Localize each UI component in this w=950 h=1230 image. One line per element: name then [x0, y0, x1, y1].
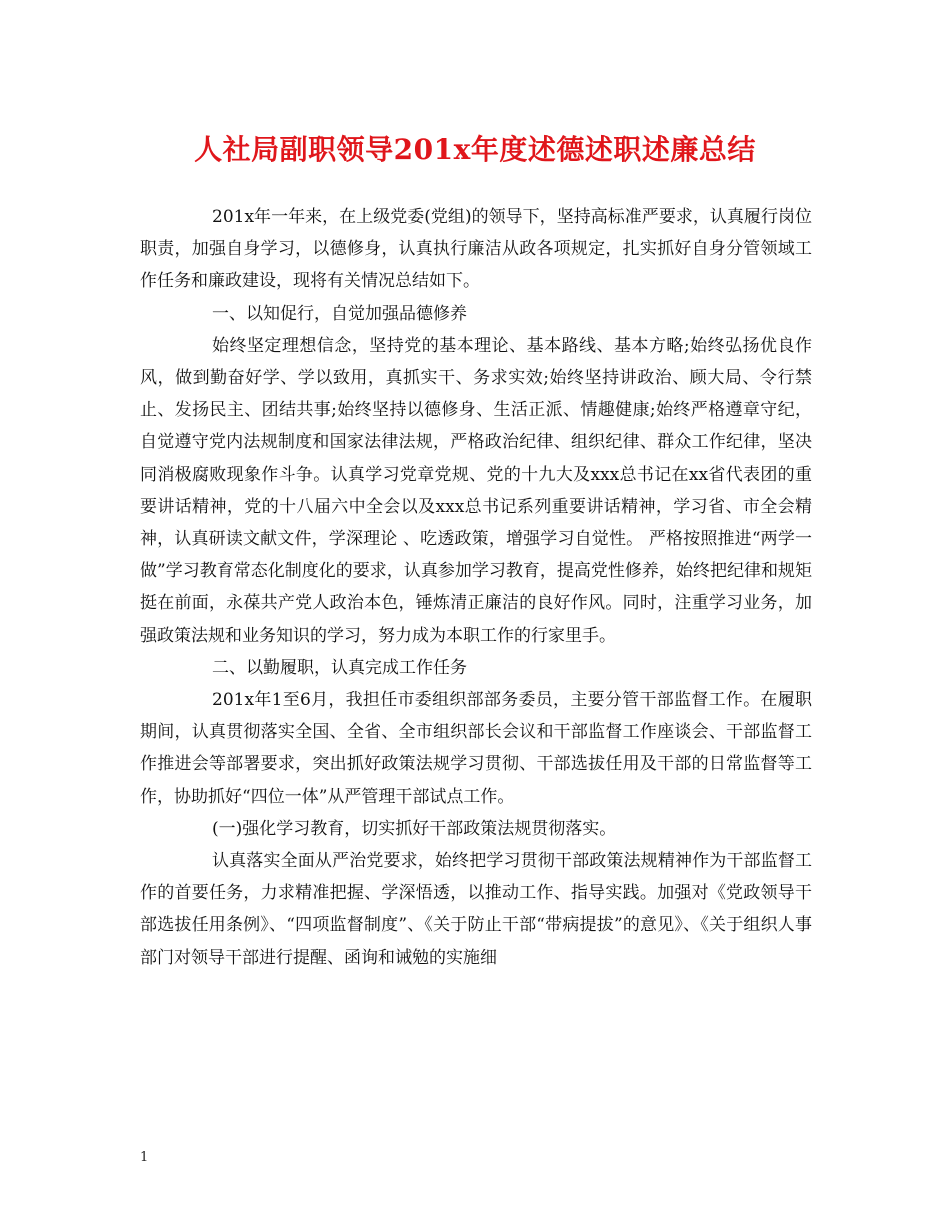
paragraph-section-1: 始终坚定理想信念，坚持党的基本理论、基本路线、基本方略;始终弘扬优良作风，做到勤奋好学、学以致用，真抓实干、务求实效;始终坚持讲政治、顾大局、令行禁止、发扬民主、团结共事;始终坚持以德修身、生活正派、情趣健康;始终严格遵章守纪，自觉遵守党内法规制度和国家法律法规，严格政治纪律、组织纪律、群众工作纪律，坚决同消极腐败现象作斗争。认真学习党章党规、党的十九大及xxx总书记在xx省代表团的重要讲话精神，党的十八届六中全会以及xxx总书记系列重要讲话精神，学习省、市全会精神，认真研读文献文件，学深理论 、吃透政策，增强学习自觉性。 严格按照推进“两学一做”学习教育常态化制度化的要求，认真参加学习教育，提高党性修养，始终把纪律和规矩挺在前面，永葆共产党人政治本色，锤炼清正廉洁的良好作风。同时，注重学习业务，加强政策法规和业务知识的学习，努力成为本职工作的行家里手。	[140, 335, 812, 646]
subsection-heading-1: (一)强化学习教育，切实抓好干部政策法规贯彻落实。	[212, 818, 617, 839]
page-number: 1	[140, 1150, 149, 1165]
document-body	[140, 201, 812, 974]
document-title: 人社局副职领导201x年度述德述职述廉总结	[194, 133, 756, 166]
section-heading-2: 二、以勤履职，认真完成工作任务	[212, 657, 467, 678]
paragraph-intro: 201x年一年来，在上级党委(党组)的领导下，坚持高标准严要求，认真履行岗位职责，加强自身学习，以德修身，认真执行廉洁从政各项规定，扎实抓好自身分管领域工作任务和廉政建设，现将有关情况总结如下。	[140, 207, 812, 292]
paragraph-subsection-1: 认真落实全面从严治党要求，始终把学习贯彻干部政策法规精神作为干部监督工作的首要任务，力求精准把握、学深悟透，以推动工作、指导实践。加强对《党政领导干部选拔任用条例》、“四项监督制度”、《关于防止干部“带病提拔”的意见》、《关于组织人事部门对领导干部进行提醒、函询和诫勉的实施细	[140, 851, 812, 968]
section-heading-1: 一、以知促行，自觉加强品德修养	[212, 303, 467, 324]
paragraph-section-2: 201x年1至6月，我担任市委组织部部务委员，主要分管干部监督工作。在履职期间，认真贯彻落实全国、全省、全市组织部长会议和干部监督工作座谈会、干部监督工作推进会等部署要求，突出抓好政策法规学习贯彻、干部选拔任用及干部的日常监督等工作，协助抓好“四位一体”从严管理干部试点工作。	[140, 690, 812, 807]
